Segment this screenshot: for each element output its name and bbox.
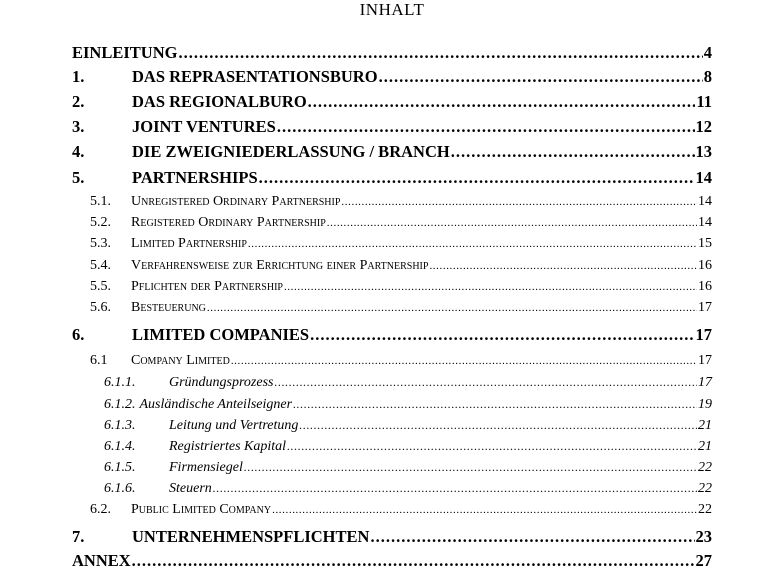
toc-entry-page: 13 xyxy=(695,142,712,161)
toc-entry-title: EINLEITUNG xyxy=(72,43,178,62)
toc-entry-title: PARTNERSHIPS xyxy=(132,168,258,187)
dot-leader xyxy=(370,527,694,547)
toc-entry-page: 17 xyxy=(698,353,712,368)
toc-entry-page: 16 xyxy=(698,258,712,273)
toc-entry-number: 2. xyxy=(72,92,85,111)
toc-entry[interactable] xyxy=(104,460,712,478)
dot-leader xyxy=(231,355,697,367)
toc-entry[interactable] xyxy=(90,215,712,233)
toc-entry-number: 4. xyxy=(72,142,85,161)
toc-entry-page: 23 xyxy=(695,527,712,546)
toc-entry-page: 16 xyxy=(698,279,712,294)
toc-entry-number: 6. xyxy=(72,325,85,344)
toc-entry-number: 5. xyxy=(72,168,85,187)
toc-entry-title: DAS REPRASENTATIONSBURO xyxy=(132,67,378,86)
toc-entry-title: LIMITED COMPANIES xyxy=(132,325,310,344)
toc-entry-title: Leitung und Vertretung xyxy=(169,418,299,433)
toc-entry-page: 12 xyxy=(695,117,712,136)
toc-entry-title: JOINT VENTURES xyxy=(132,117,276,136)
dot-leader xyxy=(327,217,697,229)
toc-entry-title: Limited Partnership xyxy=(131,236,247,251)
toc-entry-title: UNTERNEHMENSPFLICHTEN xyxy=(132,527,370,546)
dot-leader xyxy=(451,142,695,162)
toc-entry-page: 22 xyxy=(698,481,712,496)
dot-leader xyxy=(178,43,702,63)
toc-entry-number: 1. xyxy=(72,67,85,86)
dot-leader xyxy=(308,92,696,112)
toc-entry-number: 7. xyxy=(72,527,85,546)
dot-leader xyxy=(259,168,695,188)
toc-entry-number: 6.1.2. xyxy=(104,397,136,412)
toc-entry-page: 21 xyxy=(698,418,712,433)
toc-entry-page: 14 xyxy=(698,194,712,209)
toc-entry-number: 5.5. xyxy=(90,279,111,294)
dot-leader xyxy=(379,67,703,87)
toc-entry[interactable] xyxy=(104,397,712,415)
dot-leader xyxy=(293,397,697,412)
toc-entry-title: Firmensiegel xyxy=(169,460,243,475)
toc-entry[interactable] xyxy=(72,551,712,573)
toc-entry-number: 6.1.5. xyxy=(104,460,136,475)
toc-entry-title: DAS REGIONALBURO xyxy=(132,92,307,111)
toc-entry-title: Ausländische Anteilseigner xyxy=(139,397,293,412)
toc-entry[interactable] xyxy=(72,527,712,549)
dot-leader xyxy=(244,460,697,475)
toc-entry-page: 22 xyxy=(698,460,712,475)
toc-entry[interactable] xyxy=(90,502,712,520)
dot-leader xyxy=(287,439,697,454)
dot-leader xyxy=(429,260,697,272)
toc-entry-number: 6.1 xyxy=(90,353,108,368)
dot-leader xyxy=(277,117,695,137)
toc-entry-number: 6.1.3. xyxy=(104,418,136,433)
toc-entry-page: 8 xyxy=(703,67,712,86)
toc-entry[interactable] xyxy=(90,353,712,371)
toc-entry-number: 6.1.1. xyxy=(104,375,136,390)
toc-entry[interactable] xyxy=(90,258,712,276)
toc-entry-title: Steuern xyxy=(169,481,212,496)
dot-leader xyxy=(207,302,697,314)
toc-entry-number: 5.4. xyxy=(90,258,111,273)
toc-entry-number: 5.3. xyxy=(90,236,111,251)
toc-entry-number: 6.2. xyxy=(90,502,111,517)
toc-entry-title: Gründungsprozess xyxy=(169,375,274,390)
toc-entry-page: 14 xyxy=(695,168,712,187)
toc-entry-number: 3. xyxy=(72,117,85,136)
dot-leader xyxy=(284,281,697,293)
toc-entry-page: 15 xyxy=(698,236,712,251)
toc-entry-title: Public Limited Company xyxy=(131,502,272,517)
toc-entry[interactable] xyxy=(72,168,712,190)
toc-entry[interactable] xyxy=(104,418,712,436)
toc-entry-number: 5.2. xyxy=(90,215,111,230)
dot-leader xyxy=(299,418,697,433)
toc-entry[interactable] xyxy=(104,481,712,499)
toc-entry-title: DIE ZWEIGNIEDERLASSUNG / BRANCH xyxy=(132,142,450,161)
toc-entry-title: Company Limited xyxy=(131,353,230,368)
toc-entry[interactable] xyxy=(90,300,712,318)
toc-entry-title: Registered Ordinary Partnership xyxy=(131,215,326,230)
toc-entry-page: 17 xyxy=(695,325,712,344)
toc-entry-number: 6.1.4. xyxy=(104,439,136,454)
dot-leader xyxy=(132,551,695,571)
toc-entry-page: 19 xyxy=(698,397,712,412)
toc-entry-page: 14 xyxy=(698,215,712,230)
toc-entry-title: Registriertes Kapital xyxy=(169,439,287,454)
toc-entry-number: 5.1. xyxy=(90,194,111,209)
toc-entry[interactable] xyxy=(72,67,712,89)
toc-entry-page: 21 xyxy=(698,439,712,454)
toc-entry-page: 4 xyxy=(703,43,712,62)
toc-entry-title: Pflichten der Partnership xyxy=(131,279,283,294)
dot-leader xyxy=(248,238,697,250)
toc-entry[interactable] xyxy=(104,439,712,457)
dot-leader xyxy=(272,504,697,516)
toc-entry-page: 11 xyxy=(696,92,712,111)
toc-entry[interactable] xyxy=(90,236,712,254)
toc-entry[interactable] xyxy=(104,375,712,393)
toc-entry-page: 22 xyxy=(698,502,712,517)
dot-leader xyxy=(275,375,698,390)
toc-entry[interactable] xyxy=(72,325,712,347)
toc-heading: INHALT xyxy=(359,0,425,19)
toc-entry-title: Verfahrensweise zur Errichtung einer Partnership xyxy=(131,258,429,273)
toc-entry-page: 17 xyxy=(698,375,712,390)
dot-leader xyxy=(341,196,697,208)
toc-entry-page: 17 xyxy=(698,300,712,315)
toc-entry[interactable] xyxy=(90,279,712,297)
toc-entry[interactable] xyxy=(72,117,712,139)
toc-entry-number: 6.1.6. xyxy=(104,481,136,496)
toc-entry[interactable] xyxy=(72,43,712,65)
dot-leader xyxy=(310,325,694,345)
toc-entry-title: Besteuerung xyxy=(131,300,206,315)
toc-entry[interactable] xyxy=(72,92,712,114)
toc-entry-page: 27 xyxy=(695,551,712,570)
toc-entry-title: ANNEX xyxy=(72,551,131,570)
dot-leader xyxy=(213,481,697,496)
toc-entry-title: Unregistered Ordinary Partnership xyxy=(131,194,341,209)
toc-entry[interactable] xyxy=(90,194,712,212)
toc-entry-number: 5.6. xyxy=(90,300,111,315)
toc-entry[interactable] xyxy=(72,142,712,164)
